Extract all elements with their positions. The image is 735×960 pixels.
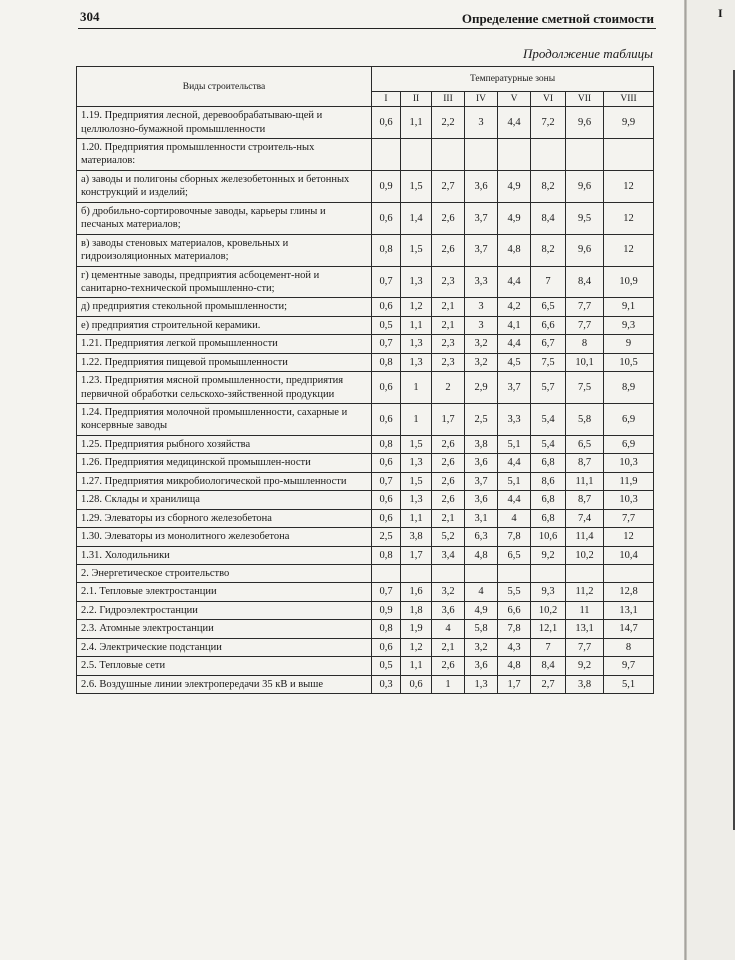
table-row bbox=[77, 675, 654, 693]
table-cell: 5,1 bbox=[498, 435, 531, 453]
table-cell: 4,4 bbox=[498, 335, 531, 353]
table-cell: 1,5 bbox=[401, 170, 432, 202]
table-cell: 7,4 bbox=[566, 509, 604, 527]
table-cell: 11,1 bbox=[566, 472, 604, 490]
table-cell: 9,3 bbox=[531, 583, 566, 601]
table-cell: 8,4 bbox=[531, 202, 566, 234]
table-cell: 1,9 bbox=[401, 620, 432, 638]
table-cell: 13,1 bbox=[604, 601, 654, 619]
table-cell: 0,7 bbox=[372, 266, 401, 298]
table-cell: 4,4 bbox=[498, 491, 531, 509]
table-cell: 4,1 bbox=[498, 316, 531, 334]
table-cell: 3,2 bbox=[465, 353, 498, 371]
table-cell: 7,7 bbox=[566, 316, 604, 334]
table-cell: 10,9 bbox=[604, 266, 654, 298]
row-label: 1.29. Элеваторы из сборного железобетона bbox=[77, 509, 372, 527]
row-label: б) дробильно-сортировочные заводы, карьеры глины и песчаных материалов; bbox=[77, 202, 372, 234]
table-cell: 3,8 bbox=[401, 528, 432, 546]
table-cell: 7,7 bbox=[566, 638, 604, 656]
table-cell: 4,9 bbox=[498, 202, 531, 234]
table-cell: 4,9 bbox=[465, 601, 498, 619]
table-cell: 7,7 bbox=[604, 509, 654, 527]
adjacent-page bbox=[687, 0, 735, 960]
table-cell: 9,6 bbox=[566, 170, 604, 202]
table-cell: 6,5 bbox=[566, 435, 604, 453]
table-cell: 5,5 bbox=[498, 583, 531, 601]
table-cell: 3,4 bbox=[432, 546, 465, 564]
table-cell: 2,6 bbox=[432, 657, 465, 675]
table-cell: 6,3 bbox=[465, 528, 498, 546]
table-cell: 11,4 bbox=[566, 528, 604, 546]
table-cell: 1,3 bbox=[401, 491, 432, 509]
table-cell: 2,6 bbox=[432, 202, 465, 234]
table-cell bbox=[531, 564, 566, 582]
table-cell: 9 bbox=[604, 335, 654, 353]
table-cell: 2,1 bbox=[432, 298, 465, 316]
row-label: е) предприятия строительной керамики. bbox=[77, 316, 372, 334]
row-label: 1.27. Предприятия микробиологической про-мышленности bbox=[77, 472, 372, 490]
row-label: 2.4. Электрические подстанции bbox=[77, 638, 372, 656]
table-cell bbox=[401, 139, 432, 171]
table-cell: 8,2 bbox=[531, 170, 566, 202]
table-cell: 12,1 bbox=[531, 620, 566, 638]
table-cell: 1,3 bbox=[401, 335, 432, 353]
table-cell: 8,4 bbox=[531, 657, 566, 675]
table-cell: 1,1 bbox=[401, 657, 432, 675]
table-row bbox=[77, 564, 654, 582]
table-cell: 1 bbox=[432, 675, 465, 693]
table-cell: 0,5 bbox=[372, 316, 401, 334]
table-cell bbox=[531, 139, 566, 171]
table-cell bbox=[432, 139, 465, 171]
rates-table bbox=[76, 66, 654, 694]
table-cell: 0,9 bbox=[372, 170, 401, 202]
table-cell: 1,3 bbox=[465, 675, 498, 693]
running-title: Определение сметной стоимости bbox=[461, 11, 654, 26]
table-cell: 9,1 bbox=[604, 298, 654, 316]
table-cell: 5,1 bbox=[604, 675, 654, 693]
zone-header-cell: VI bbox=[531, 92, 566, 107]
table-cell: 2,1 bbox=[432, 316, 465, 334]
table-cell: 9,6 bbox=[566, 234, 604, 266]
table-cell: 0,6 bbox=[372, 638, 401, 656]
table-cell: 2,6 bbox=[432, 234, 465, 266]
table-cell: 2,1 bbox=[432, 509, 465, 527]
col-header-kind: Виды строительства bbox=[77, 67, 372, 107]
table-cell: 4,2 bbox=[498, 298, 531, 316]
table-cell: 3,8 bbox=[566, 675, 604, 693]
table-cell: 0,8 bbox=[372, 435, 401, 453]
table-cell: 1,2 bbox=[401, 298, 432, 316]
row-label: 1.19. Предприятия лесной, деревообрабатываю-щей и целлюлозно-бумажной промышленности bbox=[77, 107, 372, 139]
table-cell: 3,3 bbox=[465, 266, 498, 298]
table-cell: 6,5 bbox=[498, 546, 531, 564]
table-cell: 12 bbox=[604, 202, 654, 234]
table-body bbox=[77, 107, 654, 694]
table-cell: 3 bbox=[465, 298, 498, 316]
table-cell: 1 bbox=[401, 404, 432, 436]
zone-header-cell: VIII bbox=[604, 92, 654, 107]
table-cell bbox=[465, 564, 498, 582]
table-cell: 7 bbox=[531, 638, 566, 656]
table-cell: 1 bbox=[401, 372, 432, 404]
table-cell: 9,2 bbox=[566, 657, 604, 675]
table-cell: 2,3 bbox=[432, 353, 465, 371]
table-cell: 4 bbox=[465, 583, 498, 601]
table-cell: 7,7 bbox=[566, 298, 604, 316]
table-cell: 1,8 bbox=[401, 601, 432, 619]
table-row bbox=[77, 372, 654, 404]
table-cell: 12 bbox=[604, 528, 654, 546]
table-cell: 1,4 bbox=[401, 202, 432, 234]
table-cell: 2,7 bbox=[432, 170, 465, 202]
table-cell: 2,6 bbox=[432, 454, 465, 472]
table-cell: 3,7 bbox=[498, 372, 531, 404]
table-cell: 0,9 bbox=[372, 601, 401, 619]
table-cell: 12 bbox=[604, 234, 654, 266]
table-cell: 2,6 bbox=[432, 472, 465, 490]
table-cell: 3 bbox=[465, 107, 498, 139]
table-cell: 10,1 bbox=[566, 353, 604, 371]
table-cell: 4 bbox=[432, 620, 465, 638]
table-cell: 13,1 bbox=[566, 620, 604, 638]
table-row bbox=[77, 491, 654, 509]
table-cell: 5,8 bbox=[465, 620, 498, 638]
table-cell: 0,6 bbox=[372, 491, 401, 509]
table-cell: 4,8 bbox=[465, 546, 498, 564]
table-cell: 1,7 bbox=[401, 546, 432, 564]
row-label: а) заводы и полигоны сборных железобетонных и бетонных конструкций и изделий; bbox=[77, 170, 372, 202]
table-cell: 2,1 bbox=[432, 638, 465, 656]
row-label: 2.3. Атомные электростанции bbox=[77, 620, 372, 638]
table-cell: 0,6 bbox=[401, 675, 432, 693]
table-cell: 4,3 bbox=[498, 638, 531, 656]
table-cell: 4,4 bbox=[498, 454, 531, 472]
table-cell: 1,7 bbox=[432, 404, 465, 436]
table-cell: 2,6 bbox=[432, 435, 465, 453]
table-cell: 5,7 bbox=[531, 372, 566, 404]
table-row bbox=[77, 657, 654, 675]
zone-header-cell: IV bbox=[465, 92, 498, 107]
table-cell: 5,8 bbox=[566, 404, 604, 436]
table-cell: 3,6 bbox=[465, 170, 498, 202]
row-label: 1.20. Предприятия промышленности строитель-ных материалов: bbox=[77, 139, 372, 171]
row-label: 2.1. Тепловые электростанции bbox=[77, 583, 372, 601]
table-cell bbox=[604, 139, 654, 171]
table-row bbox=[77, 620, 654, 638]
table-cell: 3 bbox=[465, 316, 498, 334]
col-header-zones: Температурные зоны bbox=[372, 67, 654, 92]
table-row bbox=[77, 601, 654, 619]
table-cell: 4,5 bbox=[498, 353, 531, 371]
table-cell: 2,2 bbox=[432, 107, 465, 139]
table-cell: 9,7 bbox=[604, 657, 654, 675]
row-label: 2.5. Тепловые сети bbox=[77, 657, 372, 675]
table-cell: 10,2 bbox=[566, 546, 604, 564]
table-cell: 1,5 bbox=[401, 435, 432, 453]
table-cell: 0,6 bbox=[372, 509, 401, 527]
table-row bbox=[77, 404, 654, 436]
table-cell: 12 bbox=[604, 170, 654, 202]
zone-header-cell: III bbox=[432, 92, 465, 107]
table-cell: 1,1 bbox=[401, 107, 432, 139]
table-cell bbox=[498, 139, 531, 171]
table-cell: 0,8 bbox=[372, 353, 401, 371]
table-continuation-label: Продолжение таблицы bbox=[522, 46, 653, 61]
table-cell: 0,6 bbox=[372, 298, 401, 316]
table-cell: 5,4 bbox=[531, 404, 566, 436]
table-cell: 8,7 bbox=[566, 491, 604, 509]
table-cell: 10,5 bbox=[604, 353, 654, 371]
table-row bbox=[77, 266, 654, 298]
table-cell: 1,1 bbox=[401, 316, 432, 334]
table-cell: 4,4 bbox=[498, 266, 531, 298]
table-row bbox=[77, 353, 654, 371]
table-cell bbox=[566, 139, 604, 171]
table-cell: 2,9 bbox=[465, 372, 498, 404]
table-cell bbox=[401, 564, 432, 582]
table-cell: 7,5 bbox=[531, 353, 566, 371]
table-row bbox=[77, 202, 654, 234]
row-label: 2. Энергетическое строительство bbox=[77, 564, 372, 582]
table-cell: 4,9 bbox=[498, 170, 531, 202]
table-cell: 7,8 bbox=[498, 528, 531, 546]
table-cell: 12,8 bbox=[604, 583, 654, 601]
zone-header-cell: II bbox=[401, 92, 432, 107]
table-cell: 2,5 bbox=[465, 404, 498, 436]
table-cell: 1,5 bbox=[401, 472, 432, 490]
table-cell: 3,1 bbox=[465, 509, 498, 527]
table-cell: 7,2 bbox=[531, 107, 566, 139]
row-label: 2.6. Воздушные линии электропередачи 35 кВ и выше bbox=[77, 675, 372, 693]
table-cell: 8,6 bbox=[531, 472, 566, 490]
table-row bbox=[77, 546, 654, 564]
table-cell: 8,4 bbox=[566, 266, 604, 298]
table-cell: 7,5 bbox=[566, 372, 604, 404]
table-cell: 6,9 bbox=[604, 404, 654, 436]
table-cell: 3,7 bbox=[465, 202, 498, 234]
table-cell: 2 bbox=[432, 372, 465, 404]
table-cell bbox=[372, 564, 401, 582]
row-label: 1.25. Предприятия рыбного хозяйства bbox=[77, 435, 372, 453]
table-cell: 10,3 bbox=[604, 454, 654, 472]
table-cell: 14,7 bbox=[604, 620, 654, 638]
table-cell: 9,9 bbox=[604, 107, 654, 139]
table-cell: 8,2 bbox=[531, 234, 566, 266]
table-cell: 9,5 bbox=[566, 202, 604, 234]
table-cell bbox=[566, 564, 604, 582]
table-cell: 2,5 bbox=[372, 528, 401, 546]
table-cell: 6,7 bbox=[531, 335, 566, 353]
adjacent-page-mark: I bbox=[718, 6, 723, 20]
table-cell bbox=[604, 564, 654, 582]
row-label: 2.2. Гидроэлектростанции bbox=[77, 601, 372, 619]
table-cell: 0,6 bbox=[372, 454, 401, 472]
table-cell: 11,9 bbox=[604, 472, 654, 490]
table-cell: 3,2 bbox=[432, 583, 465, 601]
table-cell bbox=[498, 564, 531, 582]
table-cell: 2,7 bbox=[531, 675, 566, 693]
table-cell: 3,6 bbox=[465, 454, 498, 472]
table-row bbox=[77, 454, 654, 472]
table-cell: 1,6 bbox=[401, 583, 432, 601]
table-cell: 3,6 bbox=[465, 491, 498, 509]
table-cell: 4,4 bbox=[498, 107, 531, 139]
zone-header-cell: VII bbox=[566, 92, 604, 107]
table-cell: 10,3 bbox=[604, 491, 654, 509]
table-cell: 0,6 bbox=[372, 202, 401, 234]
row-label: 1.31. Холодильники bbox=[77, 546, 372, 564]
table-cell: 6,8 bbox=[531, 454, 566, 472]
table-cell: 3,8 bbox=[465, 435, 498, 453]
table-cell: 0,8 bbox=[372, 234, 401, 266]
table-cell: 0,6 bbox=[372, 107, 401, 139]
table-cell bbox=[465, 139, 498, 171]
table-row bbox=[77, 139, 654, 171]
table-cell: 1,5 bbox=[401, 234, 432, 266]
table-row bbox=[77, 638, 654, 656]
table-cell: 6,6 bbox=[498, 601, 531, 619]
table-cell: 3,2 bbox=[465, 638, 498, 656]
table-cell: 2,6 bbox=[432, 491, 465, 509]
table-cell: 8 bbox=[604, 638, 654, 656]
table-cell: 10,6 bbox=[531, 528, 566, 546]
table-row bbox=[77, 298, 654, 316]
zone-header-cell: I bbox=[372, 92, 401, 107]
table-cell: 4,8 bbox=[498, 234, 531, 266]
table-row bbox=[77, 583, 654, 601]
table-cell: 7,8 bbox=[498, 620, 531, 638]
table-cell: 9,2 bbox=[531, 546, 566, 564]
book-spine bbox=[684, 0, 687, 960]
table-row bbox=[77, 170, 654, 202]
table-cell: 6,8 bbox=[531, 509, 566, 527]
table-cell: 0,7 bbox=[372, 472, 401, 490]
table-cell: 3,2 bbox=[465, 335, 498, 353]
table-cell: 1,3 bbox=[401, 353, 432, 371]
table-row bbox=[77, 316, 654, 334]
table-cell: 9,6 bbox=[566, 107, 604, 139]
table-cell: 1,3 bbox=[401, 266, 432, 298]
zone-header-cell: V bbox=[498, 92, 531, 107]
table-cell: 0,8 bbox=[372, 546, 401, 564]
table-cell: 1,2 bbox=[401, 638, 432, 656]
row-label: 1.28. Склады и хранилища bbox=[77, 491, 372, 509]
table-cell: 0,7 bbox=[372, 335, 401, 353]
table-cell: 3,7 bbox=[465, 234, 498, 266]
table-cell: 4,8 bbox=[498, 657, 531, 675]
table-cell: 0,8 bbox=[372, 620, 401, 638]
table-row bbox=[77, 528, 654, 546]
table-cell: 5,1 bbox=[498, 472, 531, 490]
table-cell: 5,4 bbox=[531, 435, 566, 453]
row-label: 1.23. Предприятия мясной промышленности, предприятия первичной обработки сельскохо-зяйственной продукции bbox=[77, 372, 372, 404]
row-label: 1.21. Предприятия легкой промышленности bbox=[77, 335, 372, 353]
row-label: в) заводы стеновых материалов, кровельных и гидроизоляционных материалов; bbox=[77, 234, 372, 266]
table-cell: 11 bbox=[566, 601, 604, 619]
page-number: 304 bbox=[80, 9, 100, 24]
table-cell: 3,3 bbox=[498, 404, 531, 436]
table-cell: 3,7 bbox=[465, 472, 498, 490]
table-cell: 5,2 bbox=[432, 528, 465, 546]
table-cell: 3,6 bbox=[465, 657, 498, 675]
table-cell: 0,5 bbox=[372, 657, 401, 675]
table-cell: 6,8 bbox=[531, 491, 566, 509]
table-cell: 10,2 bbox=[531, 601, 566, 619]
table-row bbox=[77, 335, 654, 353]
row-label: д) предприятия стекольной промышленности; bbox=[77, 298, 372, 316]
table-cell bbox=[432, 564, 465, 582]
table-cell: 0,3 bbox=[372, 675, 401, 693]
table-cell: 8,9 bbox=[604, 372, 654, 404]
table-cell: 4 bbox=[498, 509, 531, 527]
page-header bbox=[78, 6, 656, 29]
table-cell: 3,6 bbox=[432, 601, 465, 619]
table-cell: 6,9 bbox=[604, 435, 654, 453]
table-cell: 11,2 bbox=[566, 583, 604, 601]
table-cell: 1,3 bbox=[401, 454, 432, 472]
row-label: 1.22. Предприятия пищевой промышленности bbox=[77, 353, 372, 371]
table-cell: 7 bbox=[531, 266, 566, 298]
table-cell: 2,3 bbox=[432, 335, 465, 353]
row-label: 1.30. Элеваторы из монолитного железобетона bbox=[77, 528, 372, 546]
table-cell: 0,6 bbox=[372, 404, 401, 436]
table-cell: 6,6 bbox=[531, 316, 566, 334]
table-cell: 1,1 bbox=[401, 509, 432, 527]
table-cell: 10,4 bbox=[604, 546, 654, 564]
table-row bbox=[77, 509, 654, 527]
row-label: г) цементные заводы, предприятия асбоцемент-ной и санитарно-технической промышленно-сти; bbox=[77, 266, 372, 298]
table-row bbox=[77, 234, 654, 266]
table-row bbox=[77, 472, 654, 490]
table-row bbox=[77, 107, 654, 139]
table-cell: 1,7 bbox=[498, 675, 531, 693]
table-cell: 0,6 bbox=[372, 372, 401, 404]
row-label: 1.26. Предприятия медицинской промышлен-ности bbox=[77, 454, 372, 472]
table-cell: 8 bbox=[566, 335, 604, 353]
table-cell: 6,5 bbox=[531, 298, 566, 316]
table-cell: 9,3 bbox=[604, 316, 654, 334]
table-cell: 0,7 bbox=[372, 583, 401, 601]
table-cell: 2,3 bbox=[432, 266, 465, 298]
table-row bbox=[77, 435, 654, 453]
table-cell: 8,7 bbox=[566, 454, 604, 472]
table-cell bbox=[372, 139, 401, 171]
row-label: 1.24. Предприятия молочной промышленности, сахарные и консервные заводы bbox=[77, 404, 372, 436]
